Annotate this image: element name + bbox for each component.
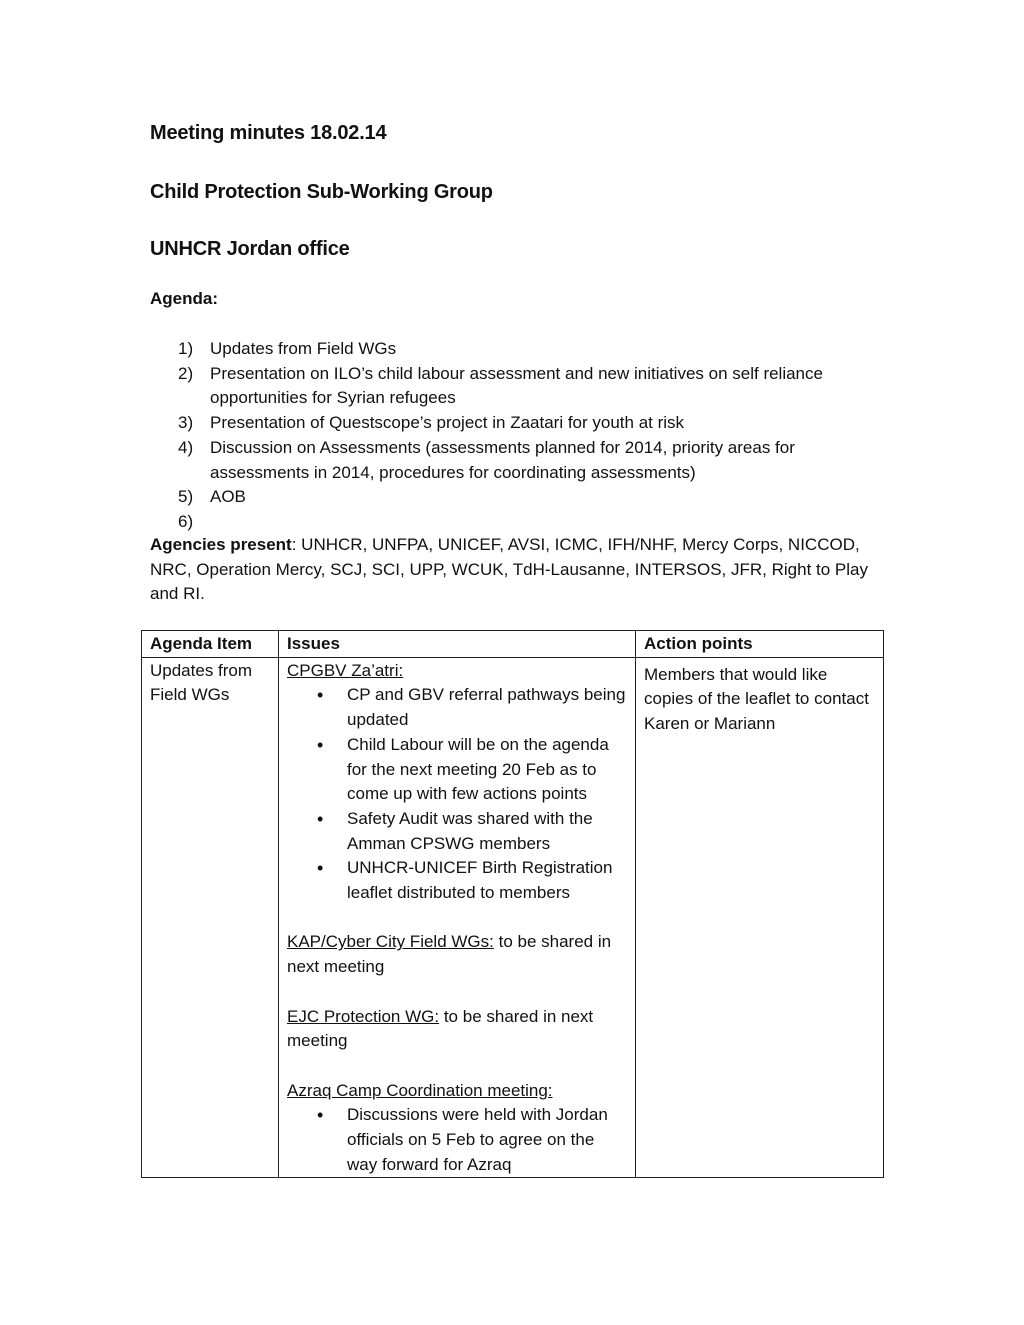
list-item: • Discussions were held with Jordan officials on 5 Feb to agree on the way forward for Azraq — [347, 1103, 627, 1177]
agenda-item-text: Presentation of Questscope’s project in Zaatari for youth at risk — [210, 413, 685, 433]
header-agenda-item: Agenda Item — [142, 631, 279, 658]
action-points-text: Members that would like copies of the leaflet to contact Karen or Mariann — [644, 664, 869, 734]
ejc-heading: EJC Protection WG: — [287, 1006, 440, 1026]
cell-agenda-item — [142, 657, 279, 1178]
office-title: UNHCR Jordan office — [150, 238, 350, 260]
agencies-present — [150, 533, 880, 607]
cell-action-points — [636, 657, 884, 1178]
agenda-item — [150, 485, 880, 510]
agenda-item — [150, 510, 880, 535]
agenda-item-text: AOB — [210, 487, 246, 507]
table-header-row — [142, 631, 884, 658]
agenda-item-number: 5) — [178, 487, 194, 507]
list-item: • UNHCR-UNICEF Birth Registration leaflet distributed to members — [347, 856, 627, 905]
agenda-item-number: 3) — [178, 413, 194, 433]
ejc-paragraph — [287, 1005, 627, 1054]
agenda-list — [150, 337, 880, 535]
cpgbv-bullet-list — [287, 683, 627, 905]
agenda-item-number: 2) — [178, 363, 194, 383]
header-action-points: Action points — [636, 631, 884, 658]
agenda-item-text: Discussion on Assessments (assessments planned for 2014, priority areas for assessments in 2014, procedures for coordinating assessments) — [210, 437, 795, 482]
kap-heading: KAP/Cyber City Field WGs: — [287, 932, 494, 952]
agencies-label: Agencies present — [150, 535, 292, 554]
agenda-item — [150, 411, 880, 436]
list-item: • Safety Audit was shared with the Amman CPSWG members — [347, 807, 627, 856]
agenda-item-text: Updates from Field WGs — [210, 339, 397, 358]
kap-paragraph — [287, 930, 627, 979]
working-group-title: Child Protection Sub-Working Group — [150, 181, 493, 203]
azraq-bullet-list — [287, 1103, 627, 1177]
agenda-item — [150, 337, 880, 362]
list-item: • Child Labour will be on the agenda for the next meeting 20 Feb as to come up with few actions points — [347, 733, 627, 807]
azraq-heading: Azraq Camp Coordination meeting: — [287, 1080, 553, 1100]
agenda-item — [150, 436, 880, 485]
agenda-label: Agenda: — [150, 289, 218, 308]
agenda-item-name: Updates from Field WGs — [150, 660, 253, 705]
agenda-item — [150, 362, 880, 411]
agenda-item-number: 4) — [178, 437, 194, 457]
ejc-text: to be shared in next meeting — [287, 1006, 594, 1051]
minutes-table — [141, 630, 884, 1178]
agenda-item-text — [210, 510, 880, 535]
agencies-list: : UNHCR, UNFPA, UNICEF, AVSI, ICMC, IFH/NHF, Mercy Corps, NICCOD, NRC, Operation Mercy, SCJ, SCI, UPP, WCUK, TdH-Lausanne, INTERSOS, JFR, Right to Play and RI. — [150, 535, 868, 604]
agenda-item-text: Presentation on ILO’s child labour assessment and new initiatives on self reliance opportunities for Syrian refugees — [210, 363, 823, 408]
agenda-item-number: 6) — [178, 511, 194, 531]
table-row — [142, 657, 884, 1178]
header-issues: Issues — [279, 631, 636, 658]
cell-issues — [279, 657, 636, 1178]
page-title: Meeting minutes 18.02.14 — [150, 122, 387, 144]
cpgbv-heading: CPGBV Za’atri: — [287, 660, 404, 680]
kap-text: to be shared in next meeting — [287, 932, 612, 977]
list-item: • CP and GBV referral pathways being updated — [347, 683, 627, 732]
agenda-item-number: 1) — [178, 339, 194, 358]
